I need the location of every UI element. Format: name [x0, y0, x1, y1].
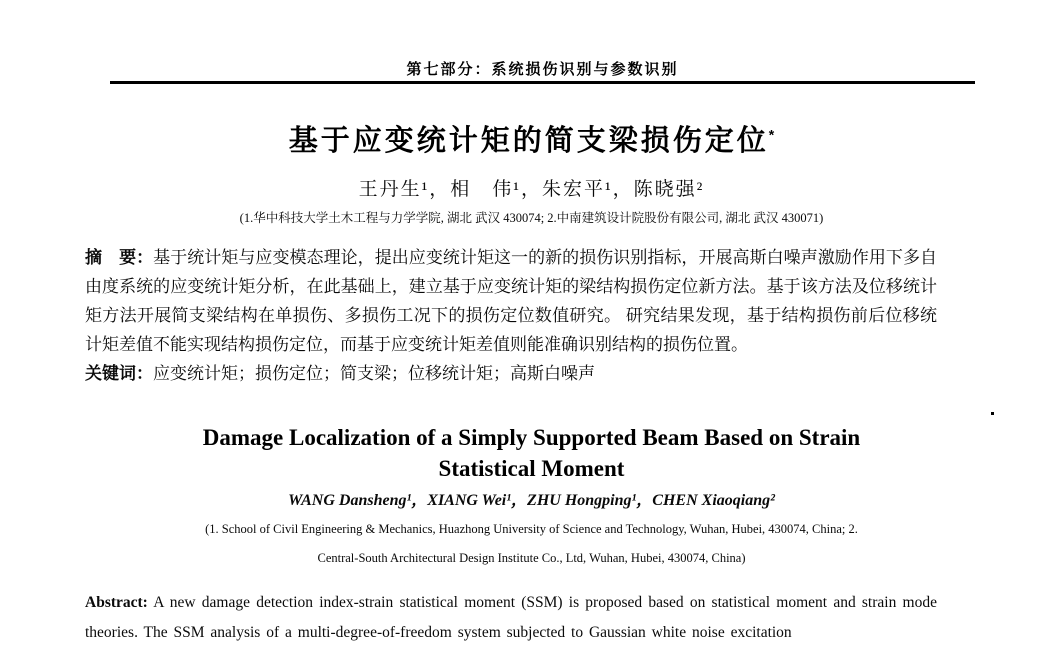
abstract-cn — [85, 243, 937, 359]
authors-en: WANG Dansheng¹，XIANG Wei¹，ZHU Hongping¹，CHEN Xiaoqiang² — [288, 492, 775, 509]
scan-speckle-dot — [991, 412, 994, 415]
paper-title-en-line2: Statistical Moment — [438, 456, 625, 481]
running-header: 第七部分：系统损伤识别与参数识别 — [406, 61, 679, 78]
title-footnote-mark: * — [768, 126, 775, 143]
abstract-label-cn: 摘 要： — [85, 248, 154, 267]
abstract-section-cn — [85, 243, 937, 388]
authors-cn: 王丹生¹，相 伟¹，朱宏平¹，陈晓强² — [358, 179, 705, 200]
abstract-text-en: A new damage detection index-strain statistical moment (SSM) is proposed based on statistical moment and strain mode theories. The SSM analysis of a multi-degree-of-freedom system subjected to Gaussian white noise excitation — [85, 594, 937, 641]
abstract-label-en: Abstract: — [85, 594, 148, 611]
keywords-label-cn: 关键词： — [85, 364, 153, 383]
paper-title-cn — [0, 118, 1063, 159]
paper-title-en-line1: Damage Localization of a Simply Supported Beam Based on Strain — [202, 425, 861, 450]
abstract-section-en — [85, 588, 937, 647]
keywords-cn — [85, 359, 937, 388]
affiliation-cn: (1.华中科技大学土木工程与力学学院, 湖北 武汉 430074; 2.中南建筑设计院股份有限公司, 湖北 武汉 430071) — [239, 211, 824, 225]
keywords-text-cn: 应变统计矩；损伤定位；简支梁；位移统计矩；高斯白噪声 — [153, 364, 595, 383]
affiliation-en-line1: (1. School of Civil Engineering & Mechanics, Huazhong University of Science and Technology, Wuhan, Hubei, 430074, China; 2. — [205, 522, 858, 536]
paper-title-cn-text: 基于应变统计矩的简支梁损伤定位 — [288, 125, 769, 157]
header-rule — [110, 81, 975, 84]
abstract-text-cn: 基于统计矩与应变模态理论，提出应变统计矩这一的新的损伤识别指标，开展高斯白噪声激励作用下多自由度系统的应变统计矩分析，在此基础上，建立基于应变统计矩的梁结构损伤定位新方法。基于该方法及位移统计矩方法开展简支梁结构在单损伤、多损伤工况下的损伤定位数值研究。 研究结果发现，基于结构损伤前后位移统计矩差值不能实现结构损伤定位，而基于应变统计矩差值则能准确识别结构的损伤位置。 — [85, 248, 938, 354]
abstract-en — [85, 588, 937, 647]
paper-title-en — [0, 422, 1063, 484]
affiliation-en-line2: Central-South Architectural Design Institute Co., Ltd, Wuhan, Hubei, 430074, China) — [317, 551, 746, 565]
